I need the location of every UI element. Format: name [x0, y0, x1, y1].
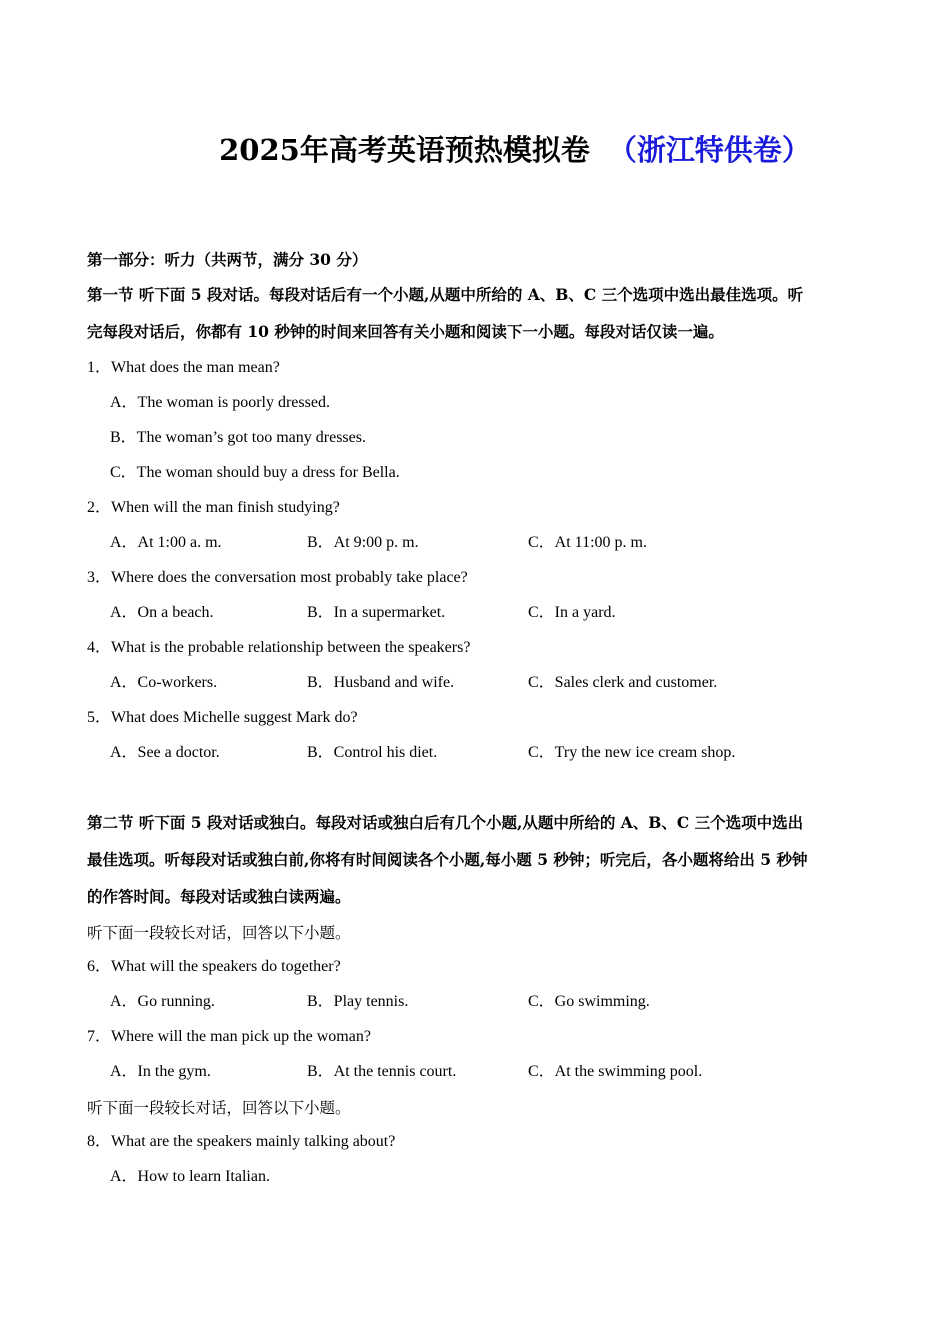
section1-instruction-line2: 完每段对话后，你都有 10 秒钟的时间来回答有关小题和阅读下一小题。每段对话仅读一遍。	[87, 322, 724, 341]
question-1-option-b: B．The woman’s got too many dresses.	[110, 429, 366, 446]
question-1-stem: 1．What does the man mean?	[87, 359, 280, 376]
question-7-option-a: A．In the gym.	[110, 1063, 211, 1080]
title-sub: （浙江特供卷）	[607, 133, 811, 167]
dialogue-instruction-2: 听下面一段较长对话，回答以下小题。	[87, 1099, 351, 1117]
question-6-option-b: B．Play tennis.	[307, 993, 409, 1010]
part1-heading: 第一部分：听力（共两节，满分 30 分）	[87, 250, 368, 269]
question-6-option-c: C．Go swimming.	[528, 993, 650, 1010]
question-2-option-c: C．At 11:00 p. m.	[528, 534, 647, 551]
question-1-option-c: C．The woman should buy a dress for Bella.	[110, 464, 400, 481]
question-7-option-b: B．At the tennis court.	[307, 1063, 457, 1080]
question-3-option-a: A．On a beach.	[110, 604, 214, 621]
question-5-option-a: A．See a doctor.	[110, 744, 220, 761]
title-main: 2025年高考英语预热模拟卷	[219, 133, 590, 167]
question-1-option-a: A．The woman is poorly dressed.	[110, 394, 330, 411]
question-8-option-a: A．How to learn Italian.	[110, 1168, 270, 1185]
question-7-stem: 7．Where will the man pick up the woman?	[87, 1028, 371, 1045]
question-4-option-b: B．Husband and wife.	[307, 674, 455, 691]
question-5-stem: 5．What does Michelle suggest Mark do?	[87, 709, 358, 726]
question-2-stem: 2．When will the man finish studying?	[87, 499, 340, 516]
question-4-option-c: C．Sales clerk and customer.	[528, 674, 718, 691]
question-4-option-a: A．Co-workers.	[110, 674, 218, 691]
question-2-option-a: A．At 1:00 a. m.	[110, 534, 222, 551]
page-title	[0, 130, 950, 170]
question-5-option-b: B．Control his diet.	[307, 744, 438, 761]
question-8-stem: 8．What are the speakers mainly talking about?	[87, 1133, 396, 1150]
question-7-option-c: C．At the swimming pool.	[528, 1063, 703, 1080]
question-4-stem: 4．What is the probable relationship between the speakers?	[87, 639, 471, 656]
section2-instruction-line2: 最佳选项。听每段对话或独白前,你将有时间阅读各个小题,每小题 5 秒钟；听完后，各小题将给出 5 秒钟	[87, 850, 808, 869]
question-2-option-b: B．At 9:00 p. m.	[307, 534, 419, 551]
dialogue-instruction-1: 听下面一段较长对话，回答以下小题。	[87, 924, 351, 942]
question-3-option-c: C．In a yard.	[528, 604, 616, 621]
question-3-option-b: B．In a supermarket.	[307, 604, 446, 621]
question-6-stem: 6．What will the speakers do together?	[87, 958, 341, 975]
question-3-stem: 3．Where does the conversation most probably take place?	[87, 569, 468, 586]
section1-instruction-line1: 第一节 听下面 5 段对话。每段对话后有一个小题,从题中所给的 A、B、C 三个选项中选出最佳选项。听	[87, 285, 804, 304]
section2-instruction-line3: 的作答时间。每段对话或独白读两遍。	[87, 887, 351, 906]
section2-instruction-line1: 第二节 听下面 5 段对话或独白。每段对话或独白后有几个小题,从题中所给的 A、B、C 三个选项中选出	[87, 813, 804, 832]
question-5-option-c: C．Try the new ice cream shop.	[528, 744, 736, 761]
question-6-option-a: A．Go running.	[110, 993, 215, 1010]
